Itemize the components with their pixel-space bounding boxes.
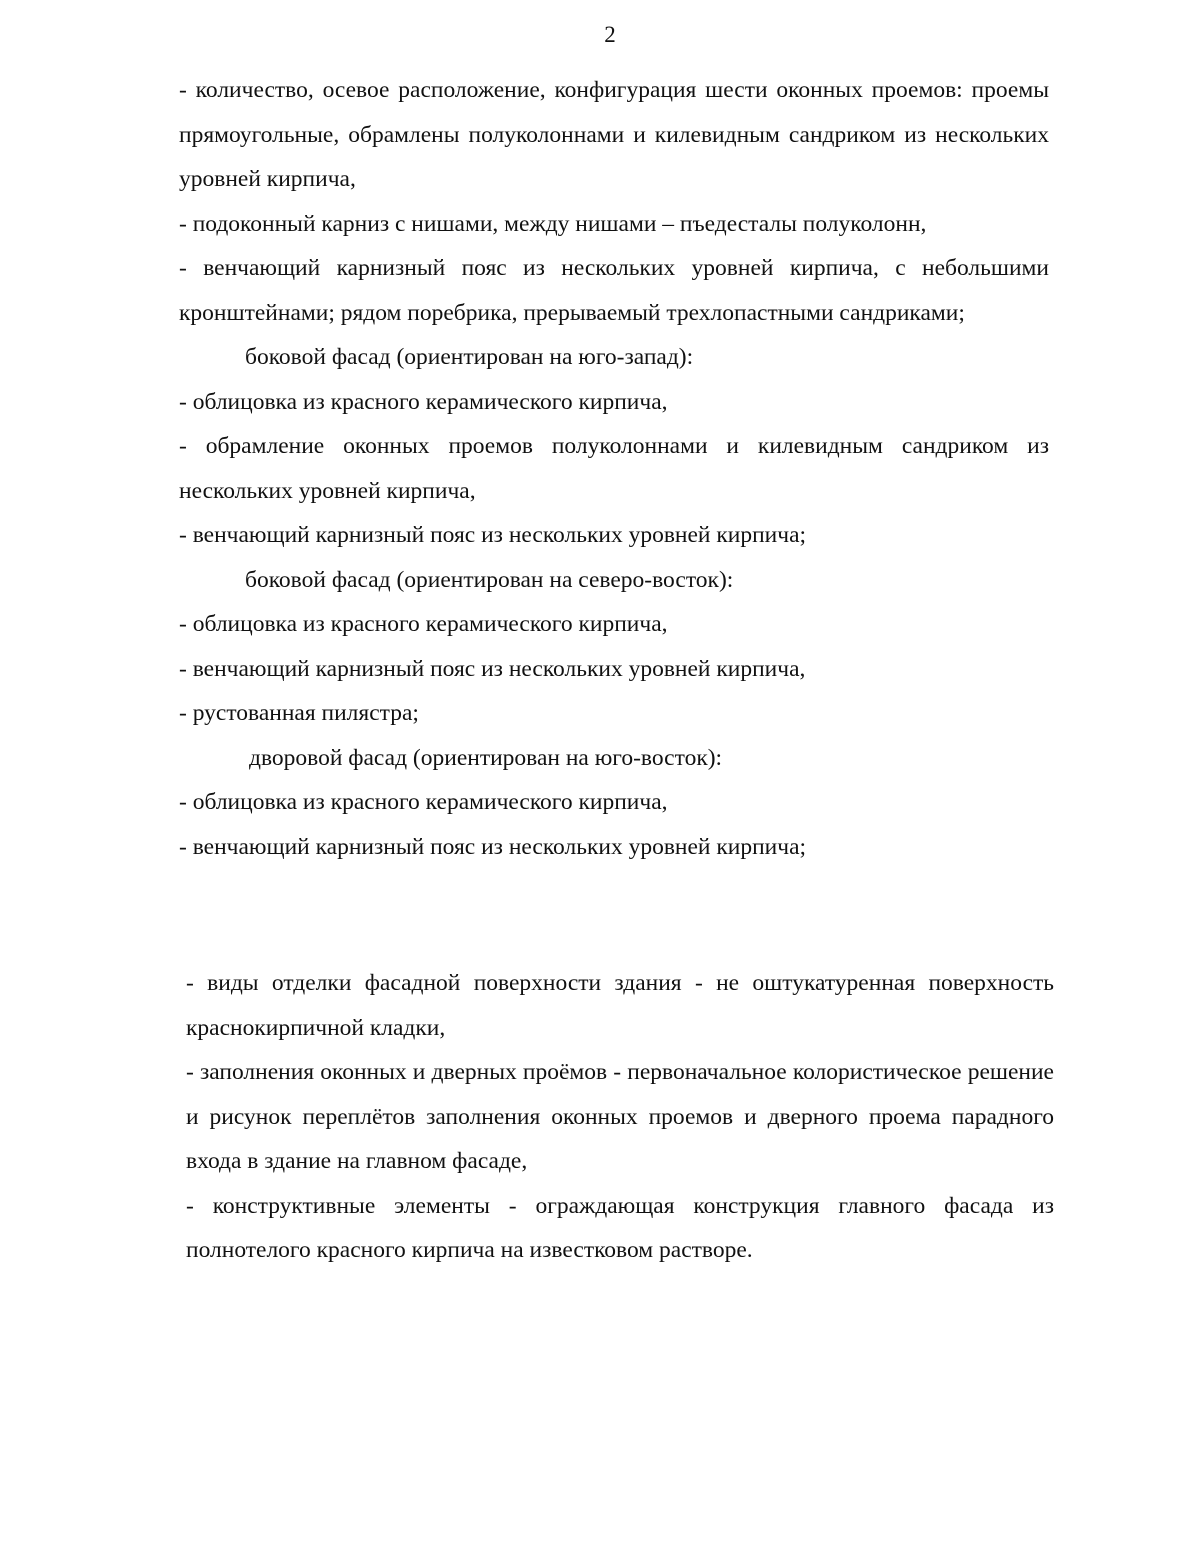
paragraph-crowning-cornice: - венчающий карнизный пояс из нескольких уровней кирпича, с небольшими кронштейнами; рядом поребрика, прерываемый трехлопастными сандриками; [179, 255, 1049, 326]
paragraph-northeast-cornice: - венчающий карнизный пояс из нескольких уровней кирпича, [179, 655, 806, 682]
paragraph-window-sill-cornice: - подоконный карниз с нишами, между нишами – пъедесталы полуколонн, [179, 210, 927, 237]
paragraph-northeast-cladding: - облицовка из красного керамического кирпича, [179, 611, 668, 637]
heading-courtyard-facade: дворовой фасад (ориентирован на юго-восток): [249, 744, 723, 771]
heading-side-facade-southwest: боковой фасад (ориентирован на юго-запад): [245, 344, 694, 370]
page-number: 2 [604, 22, 616, 47]
finishing-description-block [186, 961, 1054, 1273]
heading-side-facade-northeast: боковой фасад (ориентирован на северо-восток): [245, 566, 734, 593]
facade-description-block [179, 68, 1049, 869]
paragraph-southwest-cladding: - облицовка из красного керамического кирпича, [179, 388, 668, 415]
paragraph-openings-fill: - заполнения оконных и дверных проёмов - первоначальное колористическое решение и рисунок переплётов заполнения оконных проемов и дверного проема парадного входа в здание на главном фасаде, [186, 1059, 1054, 1174]
paragraph-courtyard-cladding: - облицовка из красного керамического кирпича, [179, 789, 668, 815]
paragraph-southwest-cornice: - венчающий карнизный пояс из нескольких уровней кирпича; [179, 522, 807, 548]
paragraph-main-facade-windows: - количество, осевое расположение, конфигурация шести оконных проемов: проемы прямоугольные, обрамлены полуколоннами и килевидным сандриком из нескольких уровней кирпича, [179, 77, 1049, 192]
paragraph-courtyard-cornice: - венчающий карнизный пояс из нескольких уровней кирпича; [179, 833, 807, 860]
paragraph-southwest-window-framing: - обрамление оконных проемов полуколоннами и килевидным сандриком из нескольких уровней кирпича, [179, 433, 1049, 504]
paragraph-finishing-types: - виды отделки фасадной поверхности здания - не оштукатуренная поверхность краснокирпичной кладки, [186, 970, 1054, 1041]
paragraph-northeast-pilaster: - рустованная пилястра; [179, 700, 419, 726]
paragraph-structural-elements: - конструктивные элементы - ограждающая конструкция главного фасада из полнотелого красного кирпича на известковом растворе. [186, 1192, 1054, 1263]
